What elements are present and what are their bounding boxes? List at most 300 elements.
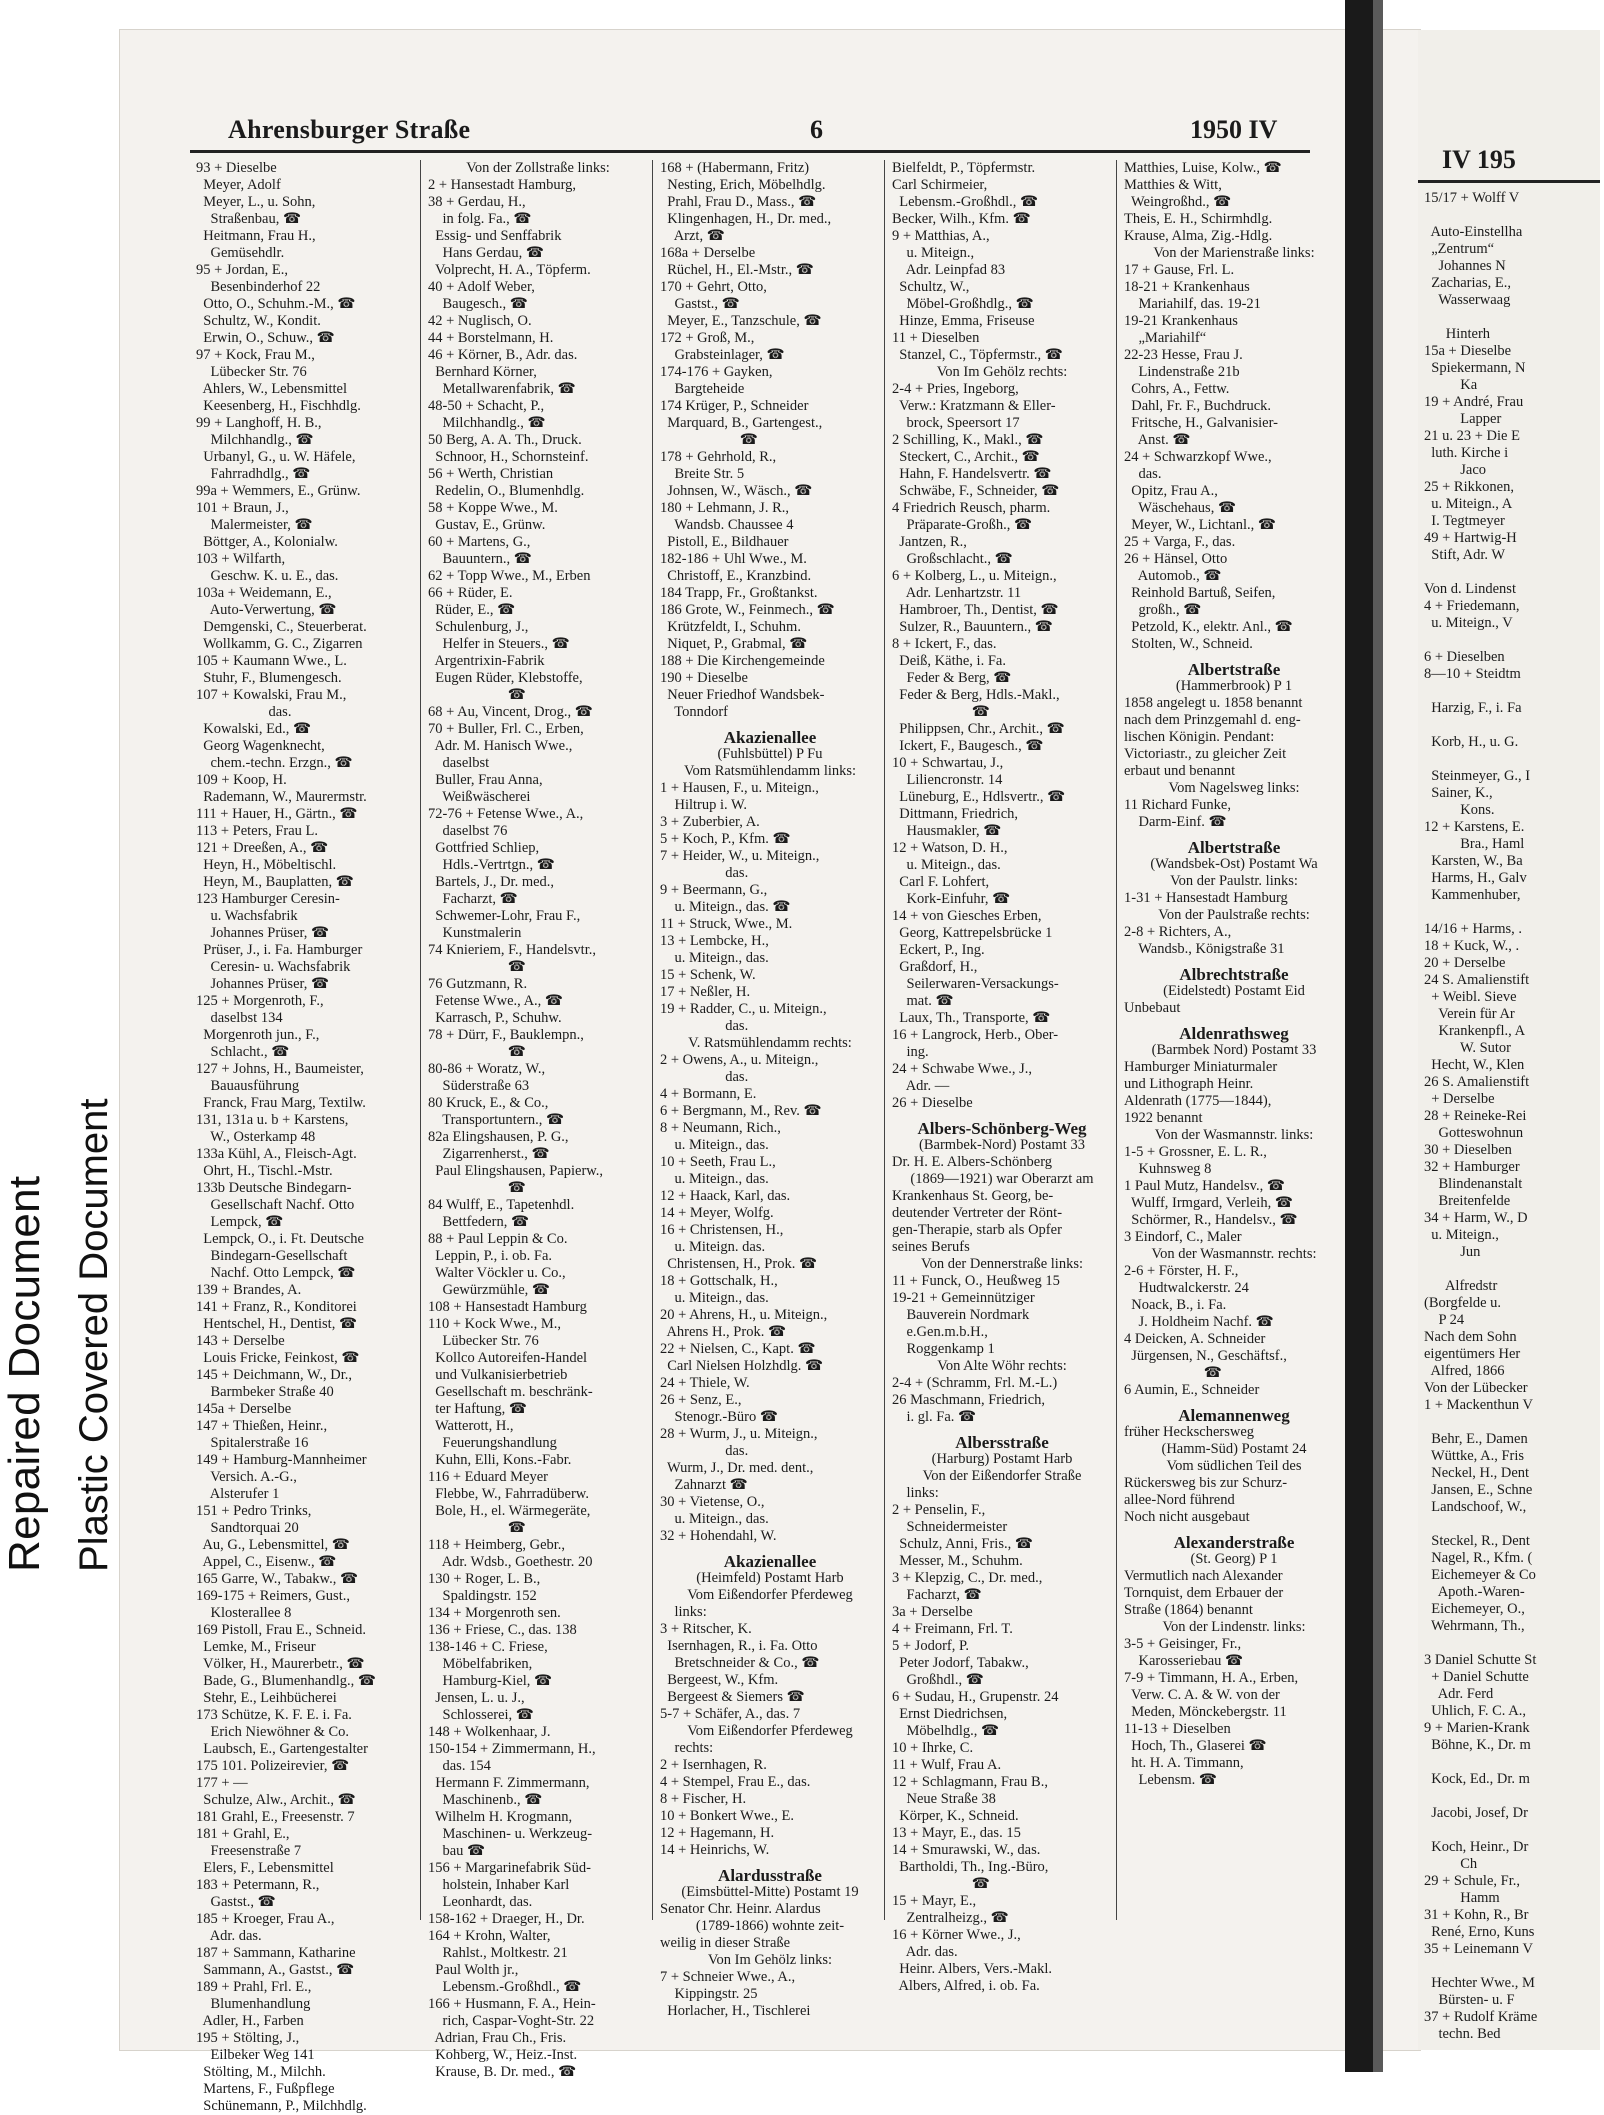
directory-line: 44 + Borstelmann, H.: [428, 330, 554, 346]
directory-line: 6 + Bergmann, M., Rev. ☎: [660, 1103, 822, 1119]
adjacent-directory-line: [1424, 207, 1604, 224]
adjacent-directory-line: [1424, 904, 1604, 921]
directory-line: Zahnarzt ☎: [660, 1477, 748, 1493]
directory-line: Matthies, Luise, Kolw., ☎: [1124, 160, 1282, 176]
directory-line: Bartholdi, Th., Ing.-Büro,: [892, 1859, 1049, 1875]
directory-line: Gustav, E., Grünw.: [428, 517, 546, 533]
directory-line: u. Miteign., das.: [660, 1171, 769, 1187]
directory-line: Präparate-Großh., ☎: [892, 517, 1033, 533]
directory-line: 2 + Hansestadt Hamburg,: [428, 177, 577, 193]
directory-line: Adr. das.: [892, 1944, 958, 1960]
directory-line: Bauuntern., ☎: [428, 551, 532, 567]
adjacent-directory-line: 14/16 + Harms, .: [1424, 921, 1522, 937]
directory-line: 4 Friedrich Reusch, pharm.: [892, 500, 1051, 516]
directory-line: 99 + Langhoff, H. B.,: [196, 415, 322, 431]
directory-line: Besenbinderhof 22: [196, 279, 321, 295]
directory-line: 169-175 + Reimers, Gust.,: [196, 1588, 350, 1604]
directory-line: Schultz, W., Kondit.: [196, 313, 321, 329]
directory-line: Großhdl., ☎: [892, 1672, 984, 1688]
directory-line: Bindegarn-Gesellschaft: [196, 1248, 348, 1264]
directory-line: 80-86 + Woratz, W.,: [428, 1061, 546, 1077]
directory-line: Metallwarenfabrik, ☎: [428, 381, 576, 397]
adjacent-directory-line: Uhlich, F. C. A.,: [1424, 1703, 1526, 1719]
street-heading: Albrechtstraße: [1179, 965, 1289, 984]
directory-line: Eugen Rüder, Klebstoffe,: [428, 670, 583, 686]
directory-line: 74 Knieriem, F., Handelsvtr.,: [428, 942, 596, 958]
directory-line: Kunstmalerin: [428, 925, 522, 941]
adjacent-page-column: [1424, 190, 1604, 2043]
directory-line: Transportuntern., ☎: [428, 1112, 565, 1128]
page-number: 6: [810, 115, 823, 144]
directory-line: 11 + Funck, O., Heußweg 15: [892, 1273, 1060, 1289]
directory-line: 190 + Dieselbe: [660, 670, 748, 686]
adjacent-directory-line: Sainer, K.,: [1424, 785, 1493, 801]
directory-line: Stehr, E., Leihbücherei: [196, 1690, 337, 1706]
directory-line: Facharzt, ☎: [428, 891, 518, 907]
adjacent-directory-line: Hechter Wwe., M: [1424, 1975, 1535, 1991]
directory-line: Vermutlich nach Alexander: [1124, 1568, 1283, 1584]
directory-line: gen-Therapie, starb als Opfer: [892, 1222, 1062, 1238]
adjacent-directory-line: Harzig, F., i. Fa: [1424, 700, 1522, 716]
adjacent-directory-line: „Zentrum“: [1424, 241, 1495, 257]
directory-line: Schultz, W.,: [892, 279, 970, 295]
directory-line: 166 + Husmann, F. A., Hein-: [428, 1996, 596, 2012]
directory-line: 10 + Bonkert Wwe., E.: [660, 1808, 794, 1824]
directory-line: 56 + Werth, Christian: [428, 466, 554, 482]
directory-line: Meyer, Adolf: [196, 177, 281, 193]
directory-line: Dittmann, Friedrich,: [892, 806, 1019, 822]
directory-line: 108 + Hansestadt Hamburg: [428, 1299, 587, 1315]
directory-line: 5 + Koch, P., Kfm. ☎: [660, 831, 791, 847]
directory-line: ☎: [892, 1876, 990, 1892]
directory-line: Lempck, O., i. Ft. Deutsche: [196, 1231, 364, 1247]
directory-line: Klosterallee 8: [196, 1605, 292, 1621]
directory-line: Ohrt, H., Tischl.-Mstr.: [196, 1163, 333, 1179]
directory-line: früher Heckschersweg: [1124, 1424, 1255, 1440]
directory-line: 130 + Roger, L. B.,: [428, 1571, 541, 1587]
directory-line: 148 + Wolkenhaar, J.: [428, 1724, 551, 1740]
adjacent-directory-line: Wehrmann, Th.,: [1424, 1618, 1525, 1634]
directory-line: 1922 benannt: [1124, 1110, 1203, 1126]
directory-line: 1 + Hausen, F., u. Miteign.,: [660, 780, 819, 796]
directory-line: Kohberg, W., Heiz.-Inst.: [428, 2047, 578, 2063]
directory-line: Tornquist, dem Erbauer der: [1124, 1585, 1284, 1601]
directory-line: Bielfeldt, P., Töpfermstr.: [892, 160, 1036, 176]
directory-line: 24 + Schwarzkopf Wwe.,: [1124, 449, 1272, 465]
adjacent-directory-line: Karsten, W., Ba: [1424, 853, 1523, 869]
directory-line: Milchhandlg., ☎: [428, 415, 546, 431]
directory-line: Gemüsehdlr.: [196, 245, 285, 261]
adjacent-directory-line: Steckel, R., Dent: [1424, 1533, 1530, 1549]
directory-line: Stenogr.-Büro ☎: [660, 1409, 778, 1425]
directory-line: Bartels, J., Dr. med.,: [428, 874, 555, 890]
directory-line: 6 Aumin, E., Schneider: [1124, 1382, 1260, 1398]
directory-line: ☎: [660, 432, 758, 448]
directory-line: Anst. ☎: [1124, 432, 1191, 448]
directory-line: Opitz, Frau A.,: [1124, 483, 1218, 499]
directory-line: Meden, Mönckebergstr. 11: [1124, 1704, 1287, 1720]
directory-line: Eckert, P., Ing.: [892, 942, 985, 958]
adjacent-directory-line: + Weibl. Sieve: [1424, 989, 1517, 1005]
directory-line: Grabsteinlager, ☎: [660, 347, 785, 363]
directory-line: Krankenhaus St. Georg, be-: [892, 1188, 1054, 1204]
directory-line: rich, Caspar-Voght-Str. 22: [428, 2013, 595, 2029]
directory-line: ☎: [428, 959, 526, 975]
column-4: [892, 160, 1112, 1994]
directory-line: chem.-techn. Erzgn., ☎: [196, 755, 353, 771]
directory-line: Süderstraße 63: [428, 1078, 530, 1094]
adjacent-directory-line: Wasserwaag: [1424, 292, 1511, 308]
directory-line: 2-8 + Richters, A.,: [1124, 924, 1232, 940]
adjacent-directory-line: [1424, 309, 1604, 326]
adjacent-directory-line: 18 + Kuck, W., .: [1424, 938, 1520, 954]
column-5: [1124, 160, 1344, 1920]
directory-line: Breite Str. 5: [660, 466, 745, 482]
directory-line: Schwäbe, F., Schneider, ☎: [892, 483, 1060, 499]
directory-line: Von Im Gehölz links:: [707, 1952, 833, 1968]
directory-line: 113 + Peters, Frau L.: [196, 823, 319, 839]
directory-line: 50 Berg, A. A. Th., Druck.: [428, 432, 582, 448]
directory-line: Körper, K., Schneid.: [892, 1808, 1019, 1824]
street-heading: Akazienallee: [723, 728, 817, 747]
adjacent-directory-line: Eichemeyer & Co: [1424, 1567, 1536, 1583]
directory-line: (Eimsbüttel-Mitte) Postamt 19: [681, 1884, 859, 1900]
directory-line: 3-5 + Geisinger, Fr.,: [1124, 1636, 1242, 1652]
directory-line: Kuhnsweg 8: [1124, 1161, 1212, 1177]
directory-line: 7 + Heider, W., u. Miteign.,: [660, 848, 820, 864]
directory-line: Pistoll, E., Bildhauer: [660, 534, 789, 550]
directory-line: Bretschneider & Co., ☎: [660, 1655, 820, 1671]
directory-line: 2-4 + Pries, Ingeborg,: [892, 381, 1019, 397]
directory-line: 8 + Fischer, H.: [660, 1791, 747, 1807]
directory-line: 78 + Dürr, F., Bauklempn.,: [428, 1027, 584, 1043]
directory-line: 19-21 + Gemeinnütziger: [892, 1290, 1035, 1306]
adjacent-directory-line: Jansen, E., Schne: [1424, 1482, 1533, 1498]
directory-line: Carl Nielsen Holzhdlg. ☎: [660, 1358, 824, 1374]
directory-line: Von der Paulstraße rechts:: [1158, 907, 1310, 923]
directory-line: 5 + Jodorf, P.: [892, 1638, 970, 1654]
directory-line: Gewürzmühle, ☎: [428, 1282, 550, 1298]
directory-line: Wollkamm, G. C., Zigarren: [196, 636, 363, 652]
directory-line: Bergeest & Siemers ☎: [660, 1689, 805, 1705]
column-1: [196, 160, 416, 2114]
street-heading: Albertstraße: [1187, 838, 1281, 857]
directory-line: 12 + Watson, D. H.,: [892, 840, 1008, 856]
adjacent-directory-line: Harms, H., Galv: [1424, 870, 1527, 886]
directory-line: 76 Gutzmann, R.: [428, 976, 528, 992]
directory-line: Jantzen, R.,: [892, 534, 967, 550]
adjacent-directory-line: René, Erno, Kuns: [1424, 1924, 1535, 1940]
directory-line: Lemke, M., Friseur: [196, 1639, 316, 1655]
directory-line: Appel, C., Eisenw., ☎: [196, 1554, 337, 1570]
adjacent-directory-line: Bürsten- u. F: [1424, 1992, 1515, 2008]
directory-line: 151 + Pedro Trinks,: [196, 1503, 312, 1519]
directory-line: Lebensm.-Großhdl., ☎: [428, 1979, 582, 1995]
directory-line: Wilhelm H. Krogmann,: [428, 1809, 573, 1825]
directory-line: Schulz, Anni, Fris., ☎: [892, 1536, 1033, 1552]
directory-line: Messer, M., Schuhm.: [892, 1553, 1023, 1569]
directory-line: Meyer, L., u. Sohn,: [196, 194, 316, 210]
directory-line: Mariahilf, das. 19-21: [1124, 296, 1261, 312]
directory-line: Schlosserei, ☎: [428, 1707, 534, 1723]
directory-line: Gastst., ☎: [196, 1894, 276, 1910]
directory-line: Leppin, P., i. ob. Fa.: [428, 1248, 553, 1264]
directory-line: Roggenkamp 1: [892, 1341, 995, 1357]
directory-line: 11 + Wulf, Frau A.: [892, 1757, 1002, 1773]
directory-line: 3 + Klepzig, C., Dr. med.,: [892, 1570, 1043, 1586]
adjacent-directory-line: Eichemeyer, O.,: [1424, 1601, 1525, 1617]
directory-line: Kowalski, Ed., ☎: [196, 721, 312, 737]
directory-line: Senator Chr. Heinr. Alardus: [660, 1901, 821, 1917]
directory-line: Hiltrup i. W.: [660, 797, 748, 813]
adjacent-directory-line: Apoth.-Waren-: [1424, 1584, 1525, 1600]
column-divider: [420, 160, 421, 1920]
directory-line: 1-5 + Grossner, E. L. R.,: [1124, 1144, 1267, 1160]
directory-line: 169 Pistoll, Frau E., Schneid.: [196, 1622, 366, 1638]
directory-line: Böttger, A., Kolonialw.: [196, 534, 338, 550]
directory-line: erbaut und benannt: [1124, 763, 1236, 779]
directory-line: 195 + Stölting, J.,: [196, 2030, 300, 2046]
directory-line: Verw.: Kratzmann & Eller-: [892, 398, 1056, 414]
directory-line: u. Miteign., das.: [660, 950, 769, 966]
adjacent-directory-line: 1 + Mackenthun V: [1424, 1397, 1533, 1413]
directory-line: holstein, Inhaber Karl: [428, 1877, 570, 1893]
directory-line: Albers, Alfred, i. ob. Fa.: [892, 1978, 1040, 1994]
directory-line: 32 + Hohendahl, W.: [660, 1528, 777, 1544]
column-divider: [1116, 160, 1117, 1920]
directory-line: 22 + Nielsen, C., Kapt. ☎: [660, 1341, 816, 1357]
adjacent-directory-line: Von d. Lindenst: [1424, 581, 1516, 597]
street-heading: Albersstraße: [955, 1433, 1049, 1452]
directory-line: Rüchel, H., El.-Mstr., ☎: [660, 262, 814, 278]
directory-line: lischen Königin. Pendant:: [1124, 729, 1275, 745]
adjacent-directory-line: Nagel, R., Kfm. (: [1424, 1550, 1533, 1566]
adjacent-directory-line: [1424, 1754, 1604, 1771]
directory-line: Leonhardt, das.: [428, 1894, 533, 1910]
directory-line: Geschw. K. u. E., das.: [196, 568, 339, 584]
directory-line: Zentralheizg., ☎: [892, 1910, 1009, 1926]
street-title: Ahrensburger Straße: [228, 115, 471, 144]
directory-line: Straßenbau, ☎: [196, 211, 302, 227]
adjacent-directory-line: [1424, 683, 1604, 700]
directory-line: Theis, E. H., Schirmhdlg.: [1124, 211, 1273, 227]
directory-line: Peter Jodorf, Tabakw.,: [892, 1655, 1029, 1671]
directory-line: 168 + (Habermann, Fritz): [660, 160, 810, 176]
adjacent-directory-line: 37 + Rudolf Kräme: [1424, 2009, 1538, 2025]
directory-line: Fahrradhdlg., ☎: [196, 466, 311, 482]
directory-line: ☎: [428, 1044, 526, 1060]
directory-line: Spaldingstr. 152: [428, 1588, 537, 1604]
page-header: [190, 115, 1310, 151]
adjacent-directory-line: Von der Lübecker: [1424, 1380, 1528, 1396]
directory-line: 123 Hamburger Ceresin-: [196, 891, 340, 907]
adjacent-directory-line: [1424, 1635, 1604, 1652]
directory-line: Hdls.-Vertrtgn., ☎: [428, 857, 555, 873]
directory-line: Darm-Einf. ☎: [1124, 814, 1227, 830]
directory-line: u. Miteign. das.: [660, 1239, 766, 1255]
directory-line: 145 + Deichmann, W., Dr.,: [196, 1367, 352, 1383]
directory-line: Kippingstr. 25: [660, 1986, 758, 2002]
directory-line: ☎: [1124, 1365, 1222, 1381]
directory-line: Wurm, J., Dr. med. dent.,: [660, 1460, 814, 1476]
directory-line: i. gl. Fa. ☎: [892, 1409, 977, 1425]
directory-line: Von der Lindenstr. links:: [1162, 1619, 1306, 1635]
directory-line: nach dem Prinzgemahl d. eng-: [1124, 712, 1301, 728]
directory-line: Rüder, E., ☎: [428, 602, 516, 618]
adjacent-directory-line: Verein für Ar: [1424, 1006, 1515, 1022]
directory-line: „Mariahilf“: [1124, 330, 1207, 346]
directory-line: 10 + Seeth, Frau L.,: [660, 1154, 776, 1170]
directory-line: Stuhr, F., Blumengesch.: [196, 670, 342, 686]
adjacent-directory-line: 19 + André, Frau: [1424, 394, 1524, 410]
directory-line: Kollco Autoreifen-Handel: [428, 1350, 588, 1366]
plastic-covered-label: Plastic Covered Document: [72, 1098, 116, 1572]
directory-line: 88 + Paul Leppin & Co.: [428, 1231, 568, 1247]
adjacent-directory-line: 20 + Derselbe: [1424, 955, 1506, 971]
directory-line: 149 + Hamburg-Mannheimer: [196, 1452, 367, 1468]
directory-line: 164 + Krohn, Walter,: [428, 1928, 551, 1944]
year-label: 1950 IV: [1190, 115, 1278, 144]
adjacent-directory-line: 21 u. 23 + Die E: [1424, 428, 1520, 444]
directory-line: 118 + Heimberg, Gebr.,: [428, 1537, 566, 1553]
directory-line: Paul Elingshausen, Papierw.,: [428, 1163, 604, 1179]
adjacent-directory-line: 35 + Leinemann V: [1424, 1941, 1533, 1957]
adjacent-directory-line: Korb, H., u. G.: [1424, 734, 1519, 750]
directory-line: Schörmer, R., Handelsv., ☎: [1124, 1212, 1298, 1228]
directory-line: 14 + Heinrichs, W.: [660, 1842, 770, 1858]
directory-line: u. Miteign., das.: [660, 1290, 769, 1306]
directory-line: Georg, Kattrepelsbrücke 1: [892, 925, 1053, 941]
directory-line: rechts:: [660, 1740, 714, 1756]
directory-line: 2 + Isernhagen, R.: [660, 1757, 767, 1773]
directory-line: Wäschehaus, ☎: [1124, 500, 1237, 516]
adjacent-directory-line: I. Tegtmeyer: [1424, 513, 1505, 529]
directory-line: Bole, H., el. Wärmegeräte,: [428, 1503, 591, 1519]
directory-line: 8 + Ickert, F., das.: [892, 636, 997, 652]
adjacent-directory-line: 15/17 + Wolff V: [1424, 190, 1520, 206]
directory-line: 12 + Haack, Karl, das.: [660, 1188, 791, 1204]
directory-line: Hamburg-Kiel, ☎: [428, 1673, 553, 1689]
directory-line: Wulff, Irmgard, Verleih, ☎: [1124, 1195, 1293, 1211]
directory-line: 2 Schilling, K., Makl., ☎: [892, 432, 1044, 448]
directory-line: 72-76 + Fetense Wwe., A.,: [428, 806, 584, 822]
directory-line: 68 + Au, Vincent, Drog., ☎: [428, 704, 593, 720]
directory-line: bau ☎: [428, 1843, 486, 1859]
directory-line: 58 + Koppe Wwe., M.: [428, 500, 558, 516]
directory-line: 147 + Thießen, Heinr.,: [196, 1418, 328, 1434]
directory-line: Lindenstraße 21b: [1124, 364, 1240, 380]
adjacent-page-header: IV 195: [1442, 145, 1516, 174]
adjacent-directory-line: [1424, 1822, 1604, 1839]
directory-line: Neue Straße 38: [892, 1791, 996, 1807]
directory-line: Krützfeldt, I., Schuhm.: [660, 619, 801, 635]
directory-line: 2-4 + (Schramm, Frl. M.-L.): [892, 1375, 1058, 1391]
adjacent-directory-line: Alfredstr: [1424, 1278, 1498, 1294]
directory-line: Lübecker Str. 76: [196, 364, 307, 380]
directory-line: links:: [660, 1604, 707, 1620]
directory-line: Hoch, Th., Glaserei ☎: [1124, 1738, 1267, 1754]
directory-line: 26 + Hänsel, Otto: [1124, 551, 1228, 567]
adjacent-directory-line: Kons.: [1424, 802, 1495, 818]
directory-line: 42 + Nuglisch, O.: [428, 313, 532, 329]
directory-line: Maschinen- u. Werkzeug-: [428, 1826, 593, 1842]
directory-line: großh., ☎: [1124, 602, 1202, 618]
directory-line: Morgenroth jun., F.,: [196, 1027, 320, 1043]
directory-line: 1858 angelegt u. 1858 benannt: [1124, 695, 1303, 711]
directory-line: e.Gen.m.b.H.,: [892, 1324, 988, 1340]
directory-line: Arzt, ☎: [660, 228, 725, 244]
directory-line: 15 + Mayr, E.,: [892, 1893, 977, 1909]
directory-line: 143 + Derselbe: [196, 1333, 285, 1349]
directory-line: Carl F. Lohfert,: [892, 874, 990, 890]
directory-line: Adr. Wdsb., Goethestr. 20: [428, 1554, 593, 1570]
adjacent-directory-line: [1424, 1414, 1604, 1431]
directory-line: das.: [660, 1018, 749, 1034]
directory-line: Ceresin- u. Wachsfabrik: [196, 959, 351, 975]
directory-line: daselbst: [428, 755, 490, 771]
directory-line: 1-31 + Hansestadt Hamburg: [1124, 890, 1288, 906]
adjacent-directory-line: u. Miteign.,: [1424, 1227, 1499, 1243]
adjacent-directory-line: Gotteswohnun: [1424, 1125, 1524, 1141]
directory-line: Marquard, B., Gartengest.,: [660, 415, 823, 431]
directory-line: Ahlers, W., Lebensmittel: [196, 381, 348, 397]
street-heading: Alexanderstraße: [1173, 1533, 1295, 1552]
column-divider: [652, 160, 653, 1920]
column-2: [428, 160, 648, 2080]
directory-line: 80 Kruck, E., & Co.,: [428, 1095, 549, 1111]
directory-line: das.: [196, 704, 292, 720]
directory-line: Facharzt, ☎: [892, 1587, 982, 1603]
directory-line: 46 + Körner, B., Adr. das.: [428, 347, 578, 363]
directory-line: (Heimfeld) Postamt Harb: [696, 1570, 844, 1586]
directory-line: Freesenstraße 7: [196, 1843, 302, 1859]
adjacent-directory-line: Johannes N: [1424, 258, 1506, 274]
adjacent-directory-line: 49 + Hartwig-H: [1424, 530, 1517, 546]
directory-line: Unbebaut: [1124, 1000, 1181, 1016]
directory-line: Flebbe, W., Fahrradüberw.: [428, 1486, 589, 1502]
directory-line: Hudtwalckerstr. 24: [1124, 1280, 1249, 1296]
directory-line: 18 + Gottschalk, H.,: [660, 1273, 778, 1289]
adjacent-directory-line: Breitenfelde: [1424, 1193, 1511, 1209]
directory-line: Schwemer-Lohr, Frau F.,: [428, 908, 581, 924]
adjacent-directory-line: Neckel, H., Dent: [1424, 1465, 1530, 1481]
directory-line: in folg. Fa., ☎: [428, 211, 532, 227]
directory-line: 82a Elingshausen, P. G.,: [428, 1129, 569, 1145]
adjacent-directory-line: [1424, 1788, 1604, 1805]
adjacent-directory-line: [1424, 751, 1604, 768]
directory-line: (Harburg) Postamt Harb: [931, 1451, 1073, 1467]
adjacent-directory-line: [1424, 1261, 1604, 1278]
directory-line: deutender Vertreter der Rönt-: [892, 1205, 1063, 1221]
directory-line: 121 + Dreeßen, A., ☎: [196, 840, 329, 856]
directory-line: V. Ratsmühlendamm rechts:: [688, 1035, 852, 1051]
directory-line: ☎: [892, 704, 990, 720]
directory-line: Laux, Th., Transporte, ☎: [892, 1010, 1051, 1026]
directory-line: 16 + Körner Wwe., J.,: [892, 1927, 1021, 1943]
adjacent-directory-line: 31 + Kohn, R., Br: [1424, 1907, 1529, 1923]
directory-line: Lempck, ☎: [196, 1214, 284, 1230]
directory-line: 9 + Beermann, G.,: [660, 882, 768, 898]
directory-line: Bettfedern, ☎: [428, 1214, 530, 1230]
directory-line: Johannes Prüser, ☎: [196, 976, 330, 992]
directory-line: 2 + Owens, A., u. Miteign.,: [660, 1052, 819, 1068]
directory-line: 19 + Radder, C., u. Miteign.,: [660, 1001, 827, 1017]
directory-line: Petzold, K., elektr. Anl., ☎: [1124, 619, 1293, 635]
directory-line: 158-162 + Draeger, H., Dr.: [428, 1911, 585, 1927]
directory-line: 4 + Freimann, Frl. T.: [892, 1621, 1013, 1637]
directory-line: 16 + Christensen, H.,: [660, 1222, 784, 1238]
directory-line: 9 + Matthias, A.,: [892, 228, 990, 244]
